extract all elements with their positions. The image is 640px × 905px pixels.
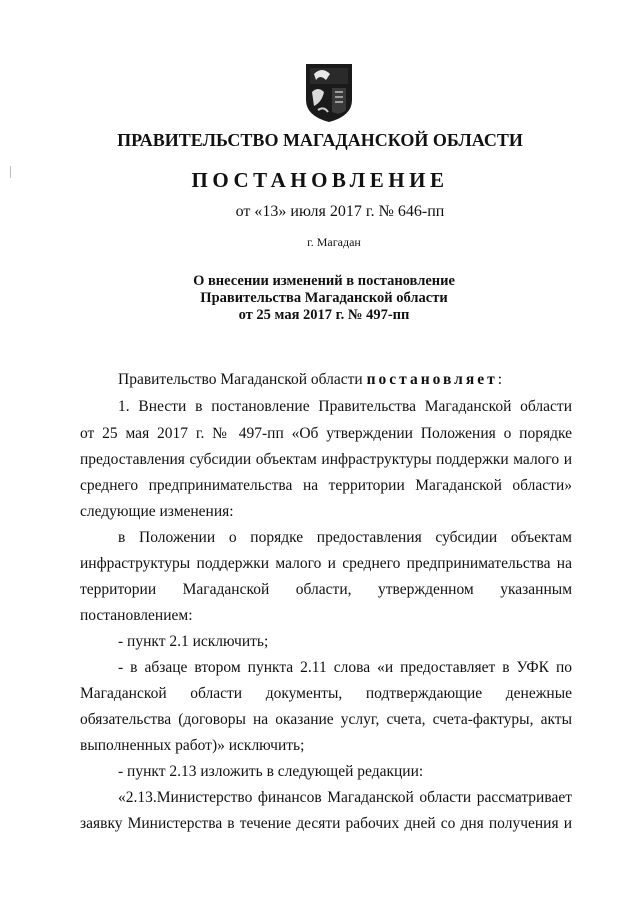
body-line: территории Магаданской области, утвержденном указанным (80, 581, 572, 598)
document-type: ПОСТАНОВЛЕНИЕ (191, 168, 449, 192)
intro-suffix: : (497, 371, 503, 388)
body-line: - в абзаце втором пункта 2.11 слова «и предоставляет в УФК по (118, 659, 572, 676)
intro-keyword: постановляет (366, 371, 498, 388)
subject-line: О внесении изменений в постановление (193, 273, 455, 289)
intro-text: Правительство Магаданской области (118, 371, 367, 388)
intro-line (118, 371, 502, 389)
body-line: от 25 мая 2017 г. № 497-пп «Об утверждении Положения о порядке (80, 425, 572, 442)
body-line: инфраструктуры поддержки малого и среднего предпринимательства на (80, 555, 572, 572)
body-line: в Положении о порядке предоставления субсидии объектам (118, 529, 572, 546)
body-line: заявку Министерства в течение десяти рабочих дней со дня получения и (80, 815, 572, 832)
body-line: постановлением: (80, 607, 193, 624)
body-line: среднего предпринимательства на территории Магаданской области» (80, 477, 572, 494)
body-line: - пункт 2.13 изложить в следующей редакции: (118, 763, 424, 780)
document-city: г. Магадан (307, 235, 361, 249)
body-line: - пункт 2.1 исключить; (118, 633, 269, 650)
body-line: выполненных работ)» исключить; (80, 737, 305, 754)
subject-line: от 25 мая 2017 г. № 497-пп (238, 307, 410, 323)
document-date-number: от «13» июля 2017 г. № 646-пп (235, 203, 445, 220)
body-line: следующие изменения: (80, 503, 234, 520)
subject-line: Правительства Магаданской области (200, 290, 448, 306)
body-line: обязательства (договоры на оказание услуг, счета, счета-фактуры, акты (80, 711, 572, 728)
coat-of-arms-emblem (304, 62, 354, 124)
document-subject (4, 273, 640, 324)
body-line: предоставления субсидии объектам инфраструктуры поддержки малого и (80, 451, 572, 468)
body-line: Магаданской области документы, подтверждающие денежные (80, 685, 572, 702)
organization-title: ПРАВИТЕЛЬСТВО МАГАДАНСКОЙ ОБЛАСТИ (117, 130, 523, 150)
body-line: 1. Внести в постановление Правительства Магаданской области (118, 398, 572, 415)
body-line: «2.13.Министерство финансов Магаданской области рассматривает (118, 789, 572, 806)
